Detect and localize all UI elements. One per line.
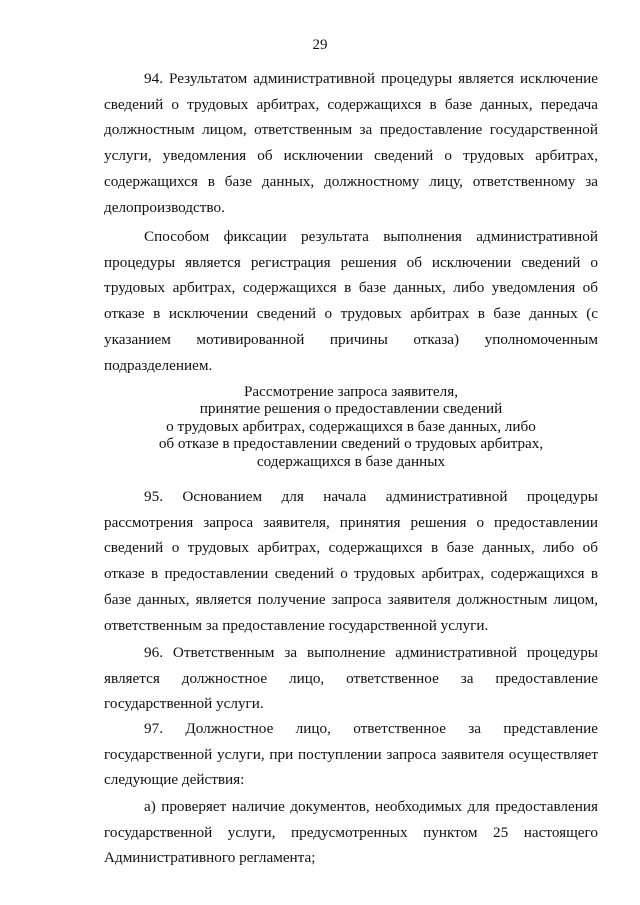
heading-line: Рассмотрение запроса заявителя, <box>243 383 459 400</box>
heading-line: принятие решения о предоставлении сведений <box>199 400 503 418</box>
paragraph-95: 95. Основанием для начала административной процедуры рассмотрения запроса заявителя, принятия решения о предоставлении сведений о трудовых арбитрах, содержащихся в базе данных, либо об отказе в предоставлении сведений о трудовых арбитрах, содержащихся в базе данных, является получение запроса заявителя должностным лицом, ответственным за предоставление государственной услуги. <box>104 488 598 634</box>
heading-line: об отказе в предоставлении сведений о трудовых арбитрах, <box>158 435 544 453</box>
section-94-fixation <box>104 224 598 378</box>
heading-line: о трудовых арбитрах, содержащихся в базе данных, либо <box>166 417 536 435</box>
section-heading <box>104 383 598 470</box>
paragraph-94-result: 94. Результатом административной процедуры является исключение сведений о трудовых арбитрах, содержащихся в базе данных, передача должностным лицом, ответственным за предоставление государственной услуги, уведомления об исключении сведений о трудовых арбитрах, содержащихся в базе данных, должностному лицу, ответственному за делопроизводство. <box>104 70 598 216</box>
section-97 <box>104 716 598 793</box>
section-97-item-a <box>104 794 598 871</box>
section-96 <box>104 640 598 717</box>
section-95 <box>104 484 598 638</box>
paragraph-97-item-a: а) проверяет наличие документов, необходимых для предоставления государственной услуги, предусмотренных пунктом 25 настоящего Административного регламента; <box>104 798 598 867</box>
page-number: 29 <box>312 37 328 53</box>
paragraph-97: 97. Должностное лицо, ответственное за представление государственной услуги, при поступлении запроса заявителя осуществляет следующие действия: <box>104 720 598 789</box>
section-94 <box>104 66 598 220</box>
paragraph-94-fixation: Способом фиксации результата выполнения административной процедуры является регистрация решения об исключении сведений о трудовых арбитрах, содержащихся в базе данных, либо уведомления об отказе в исключении сведений о трудовых арбитрах в базе данных (с указанием мотивированной причины отказа) уполномоченным подразделением. <box>104 228 598 374</box>
heading-line: содержащихся в базе данных <box>256 452 446 470</box>
paragraph-96: 96. Ответственным за выполнение административной процедуры является должностное лицо, ответственное за предоставление государственной услуги. <box>104 644 598 713</box>
